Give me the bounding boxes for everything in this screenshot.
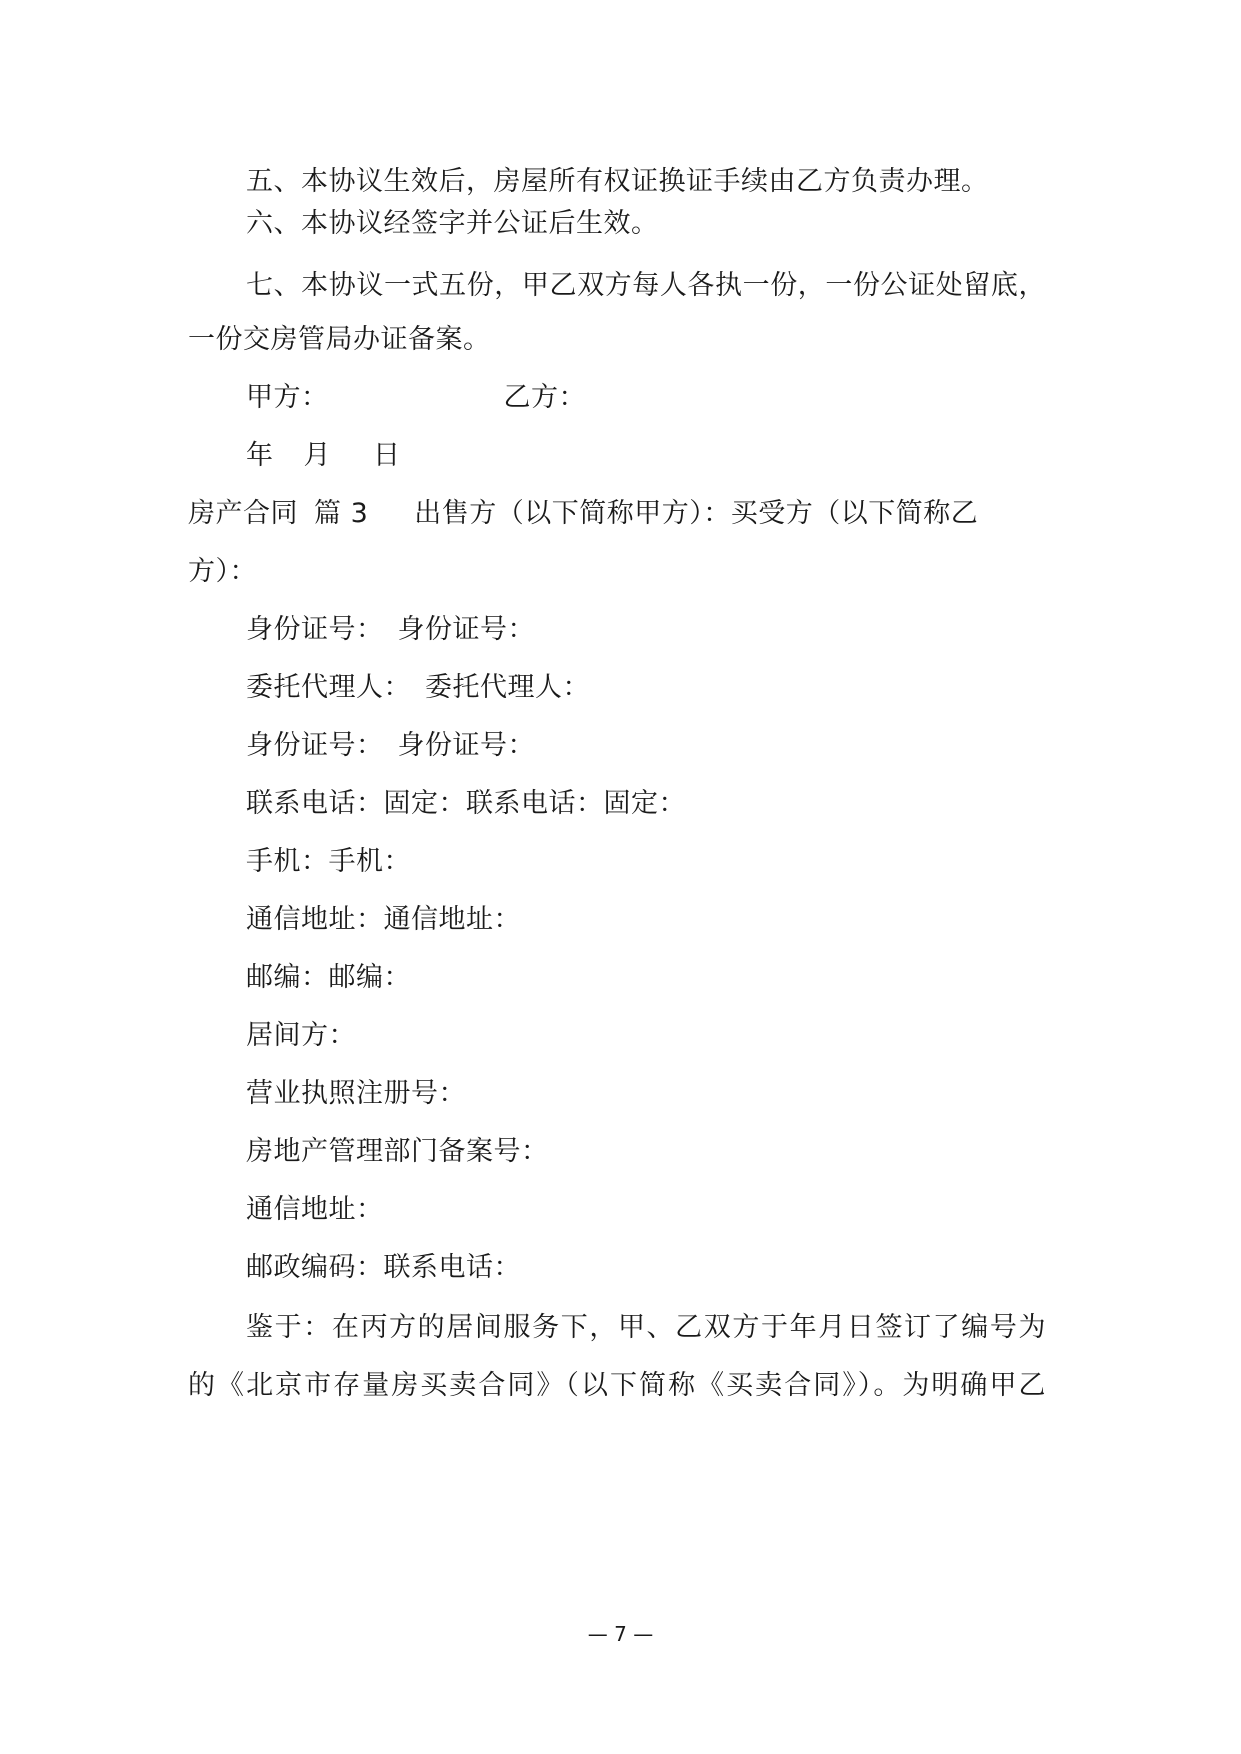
postcode-line: 邮编：邮编： bbox=[246, 962, 411, 993]
section-title: 房产合同 bbox=[188, 498, 298, 529]
recital-line-continued: 的《北京市存量房买卖合同》（以下简称《买卖合同》）。为明确甲乙 bbox=[188, 1370, 1046, 1401]
section-heading-row bbox=[188, 494, 978, 534]
intermediary-line: 居间方： bbox=[246, 1020, 356, 1051]
clause-5: 五、本协议生效后，房屋所有权证换证手续由乙方负责办理。 bbox=[246, 166, 989, 197]
party-a-signature-label: 甲方： bbox=[246, 382, 329, 413]
section-number: 篇 3 bbox=[314, 498, 369, 529]
date-month: 月 bbox=[303, 440, 331, 471]
date-day: 日 bbox=[373, 440, 401, 471]
intermediary-contact-line: 邮政编码：联系电话： bbox=[246, 1252, 521, 1283]
id-number-line-2: 身份证号： 身份证号： bbox=[246, 730, 535, 761]
real-estate-registration-line: 房地产管理部门备案号： bbox=[246, 1136, 549, 1167]
seller-buyer-line-continued: 方）： bbox=[188, 556, 257, 587]
clause-7-continued: 一份交房管局办证备案。 bbox=[188, 324, 491, 355]
date-year: 年 bbox=[246, 440, 274, 471]
intermediary-address-line: 通信地址： bbox=[246, 1194, 384, 1225]
phone-line: 联系电话：固定：联系电话：固定： bbox=[246, 788, 686, 819]
seller-buyer-line: 出售方（以下简称甲方）：买受方（以下简称乙 bbox=[414, 498, 979, 529]
clause-7: 七、本协议一式五份，甲乙双方每人各执一份，一份公证处留底， bbox=[246, 270, 1046, 301]
signature-row bbox=[246, 378, 586, 418]
mobile-line: 手机：手机： bbox=[246, 846, 411, 877]
id-number-line-1: 身份证号： 身份证号： bbox=[246, 614, 535, 645]
business-license-line: 营业执照注册号： bbox=[246, 1078, 466, 1109]
address-line: 通信地址：通信地址： bbox=[246, 904, 521, 935]
date-row bbox=[246, 436, 401, 476]
agent-line: 委托代理人： 委托代理人： bbox=[246, 672, 590, 703]
page-number: — 7 — bbox=[587, 1622, 654, 1646]
party-b-signature-label: 乙方： bbox=[503, 382, 586, 413]
recital-line: 鉴于：在丙方的居间服务下，甲、乙双方于年月日签订了编号为 bbox=[246, 1312, 1046, 1343]
clause-6: 六、本协议经签字并公证后生效。 bbox=[246, 208, 659, 239]
